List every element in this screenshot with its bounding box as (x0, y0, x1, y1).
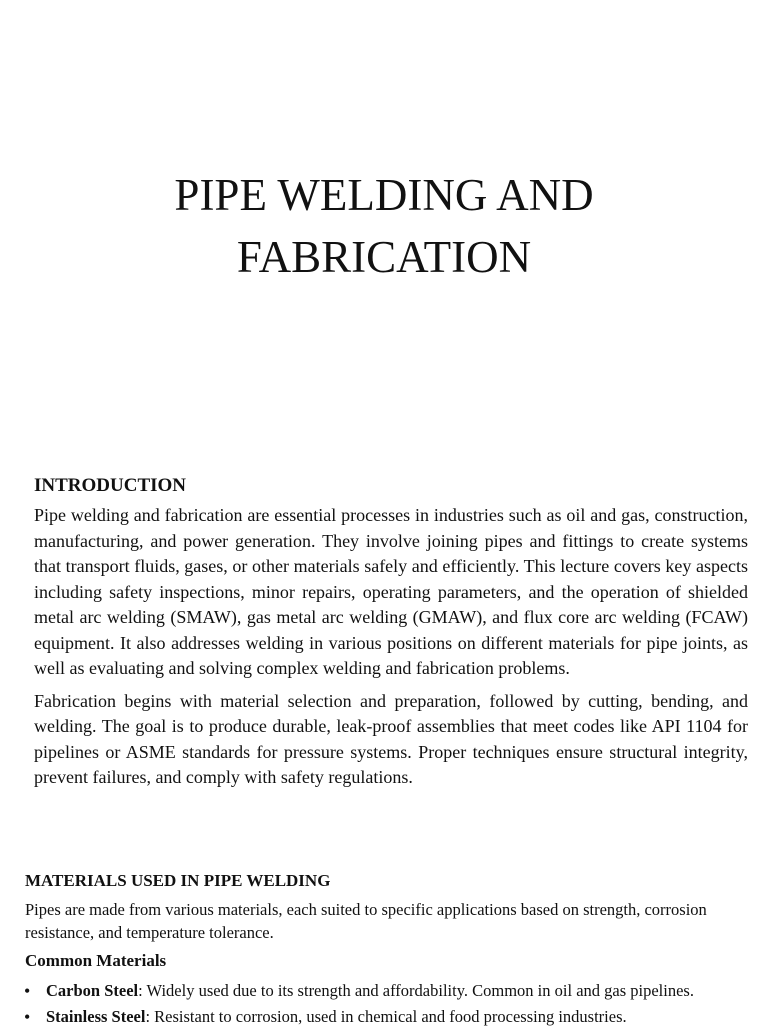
document-title-line-2: FABRICATION (236, 232, 532, 282)
materials-description: Pipes are made from various materials, each suited to specific applications based on strength, corrosion resistance, and temperature tolerance. (25, 900, 707, 942)
material-name: Stainless Steel (46, 1007, 146, 1026)
material-description: : Resistant to corrosion, used in chemical and food processing industries. (145, 1007, 627, 1026)
materials-list (25, 978, 760, 1030)
material-name: Carbon Steel (46, 981, 139, 1000)
bullet-icon: • (24, 981, 31, 1001)
introduction-heading: INTRODUCTION (34, 475, 187, 496)
introduction-section (34, 474, 748, 798)
bullet-icon: • (24, 1007, 31, 1027)
list-item-carbon-steel (25, 978, 760, 1004)
introduction-paragraph-2: Fabrication begins with material selection and preparation, followed by cutting, bending, and welding. The goal is to produce durable, leak-proof assemblies that meet codes like API 1104 for pipelines or ASME standards for pressure systems. Proper techniques ensure structural integrity, prevent failures, and comply with safety regulations. (34, 690, 748, 787)
list-item-stainless-steel (25, 1004, 760, 1030)
introduction-paragraph-1: Pipe welding and fabrication are essential processes in industries such as oil and gas, construction, manufacturing, and power generation. They involve joining pipes and fittings to create systems that transport fluids, gases, or other materials safely and efficiently. This lecture covers key aspects including safety inspections, minor repairs, operating parameters, and the operation of shielded metal arc welding (SMAW), gas metal arc welding (GMAW), and flux core arc welding (FCAW) equipment. It also addresses welding in various positions on different materials for pipe joints, as well as evaluating and solving complex welding and fabrication problems. (34, 505, 748, 678)
document-title (0, 164, 768, 288)
common-materials-subheading: Common Materials (25, 951, 167, 970)
materials-section (25, 870, 760, 1030)
document-title-line-1: PIPE WELDING AND (174, 170, 594, 220)
material-description: : Widely used due to its strength and affordability. Common in oil and gas pipelines. (138, 981, 694, 1000)
materials-heading: MATERIALS USED IN PIPE WELDING (25, 871, 331, 890)
